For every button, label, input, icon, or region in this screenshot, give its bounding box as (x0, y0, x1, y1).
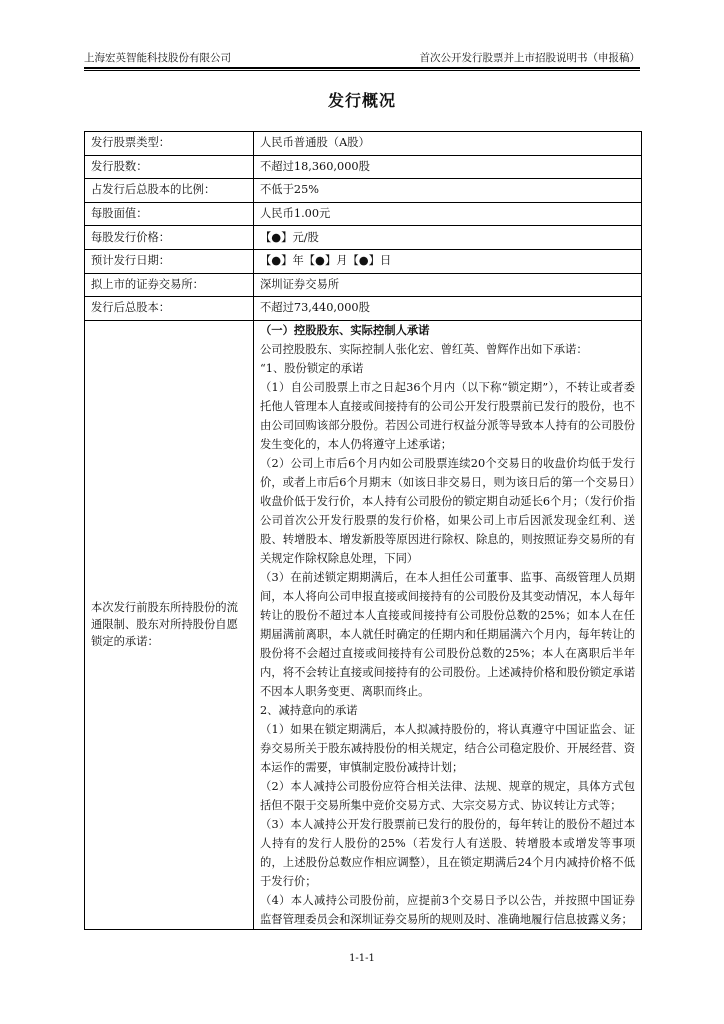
header-company-name: 上海宏英智能科技股份有限公司 (84, 52, 231, 64)
commitment-paragraph: （4）本人减持公司股份前，应提前3个交易日予以公告，并按照中国证券监督管理委员会和深圳证券交易所的规则及时、准确地履行信息披露义务； (260, 893, 635, 926)
commitment-paragraph: （3）本人减持公开发行股票前已发行的股份的，每年转让的股份不超过本人持有的发行人股份的25%（若发行人有送股、转增股本或增发等事项的，上述股份总数应作相应调整），且在锁定期满后24个月内减持价格不低于发行价； (260, 817, 635, 888)
row-value: 不超过18,360,000股 (254, 155, 642, 179)
header-document-title: 首次公开发行股票并上市招股说明书（申报稿） (419, 52, 640, 64)
header-rule-thin (84, 70, 640, 71)
row-value: 不超过73,440,000股 (254, 297, 642, 321)
row-label: 预计发行日期： (85, 249, 254, 273)
row-label: 发行股票类型： (85, 132, 254, 156)
row-label: 占发行后总股本的比例： (85, 179, 254, 203)
commitment-paragraph: （1）如果在锁定期满后，本人拟减持股份的，将认真遵守中国证监会、证券交易所关于股东减持股份的相关规定，结合公司稳定股价、开展经营、资本运作的需要，审慎制定股份减持计划； (260, 722, 635, 774)
commitment-paragraph: 公司控股股东、实际控制人张化宏、曾红英、曾辉作出如下承诺： (260, 342, 588, 356)
table-row (85, 179, 642, 203)
commitment-paragraph: （3）在前述锁定期期满后，在本人担任公司董事、监事、高级管理人员期间，本人将向公司申报直接或间接持有的公司股份及其变动情况，本人每年转让的股份不超过本人直接或间接持有公司股份总数的25%；如本人在任期届满前离职，本人就任时确定的任期内和任期届满六个月内，每年转让的股份将不会超过直接或间接持有公司股份总数的25%；本人在离职后半年内，将不会转让直接或间接持有的公司股份。上述减持价格和股份锁定承诺不因本人职务变更、离职而终止。 (260, 570, 635, 698)
issuance-overview-table (84, 131, 642, 930)
table-row (85, 155, 642, 179)
row-value: 深圳证券交易所 (254, 273, 642, 297)
row-label: 每股面值： (85, 202, 254, 226)
row-label: 拟上市的证券交易所： (85, 273, 254, 297)
header-rule-thick (84, 67, 640, 69)
commitment-paragraph: “1、股份锁定的承诺 (260, 361, 364, 375)
commitment-paragraph: 2、减持意向的承诺 (260, 703, 358, 717)
row-value: 不低于25% (254, 179, 642, 203)
commitment-row (85, 320, 642, 929)
table-row (85, 132, 642, 156)
table-row (85, 249, 642, 273)
commitment-label: 本次发行前股东所持股份的流通限制、股东对所持股份自愿锁定的承诺： (85, 320, 254, 929)
row-value: 人民币普通股（A股） (254, 132, 642, 156)
row-label: 每股发行价格： (85, 226, 254, 250)
row-label: 发行股数： (85, 155, 254, 179)
page-title: 发行概况 (327, 91, 396, 110)
commitment-paragraph: （2）本人减持公司股份应符合相关法律、法规、规章的规定，具体方式包括但不限于交易所集中竞价交易方式、大宗交易方式、协议转让方式等； (260, 779, 635, 812)
row-value: 【●】元/股 (254, 226, 642, 250)
table-row (85, 226, 642, 250)
row-value: 人民币1.00元 (254, 202, 642, 226)
page-header (84, 49, 640, 67)
commitment-paragraph: （2）公司上市后6个月内如公司股票连续20个交易日的收盘价均低于发行价，或者上市后6个月期末（如该日非交易日，则为该日后的第一个交易日）收盘价低于发行价，本人持有公司股份的锁定期自动延长6个月；（发行价指公司首次公开发行股票的发行价格，如果公司上市后因派发现金红利、送股、转增股本、增发新股等原因进行除权、除息的，则按照证券交易所的有关规定作除权除息处理，下同） (260, 456, 635, 565)
table-row (85, 202, 642, 226)
table-row (85, 297, 642, 321)
commitment-heading: （一）控股股东、实际控制人承诺 (260, 323, 430, 337)
row-value: 【●】年【●】月【●】日 (254, 249, 642, 273)
row-label: 发行后总股本： (85, 297, 254, 321)
commitment-body (254, 320, 642, 929)
table-row (85, 273, 642, 297)
commitment-paragraph: （1）自公司股票上市之日起36个月内（以下称“锁定期”），不转让或者委托他人管理本人直接或间接持有的公司公开发行股票前已发行的股份，也不由公司回购该部分股份。若因公司进行权益分派等导致本人持有的公司股份发生变化的，本人仍将遵守上述承诺； (260, 380, 635, 451)
page-number: 1-1-1 (349, 953, 375, 964)
